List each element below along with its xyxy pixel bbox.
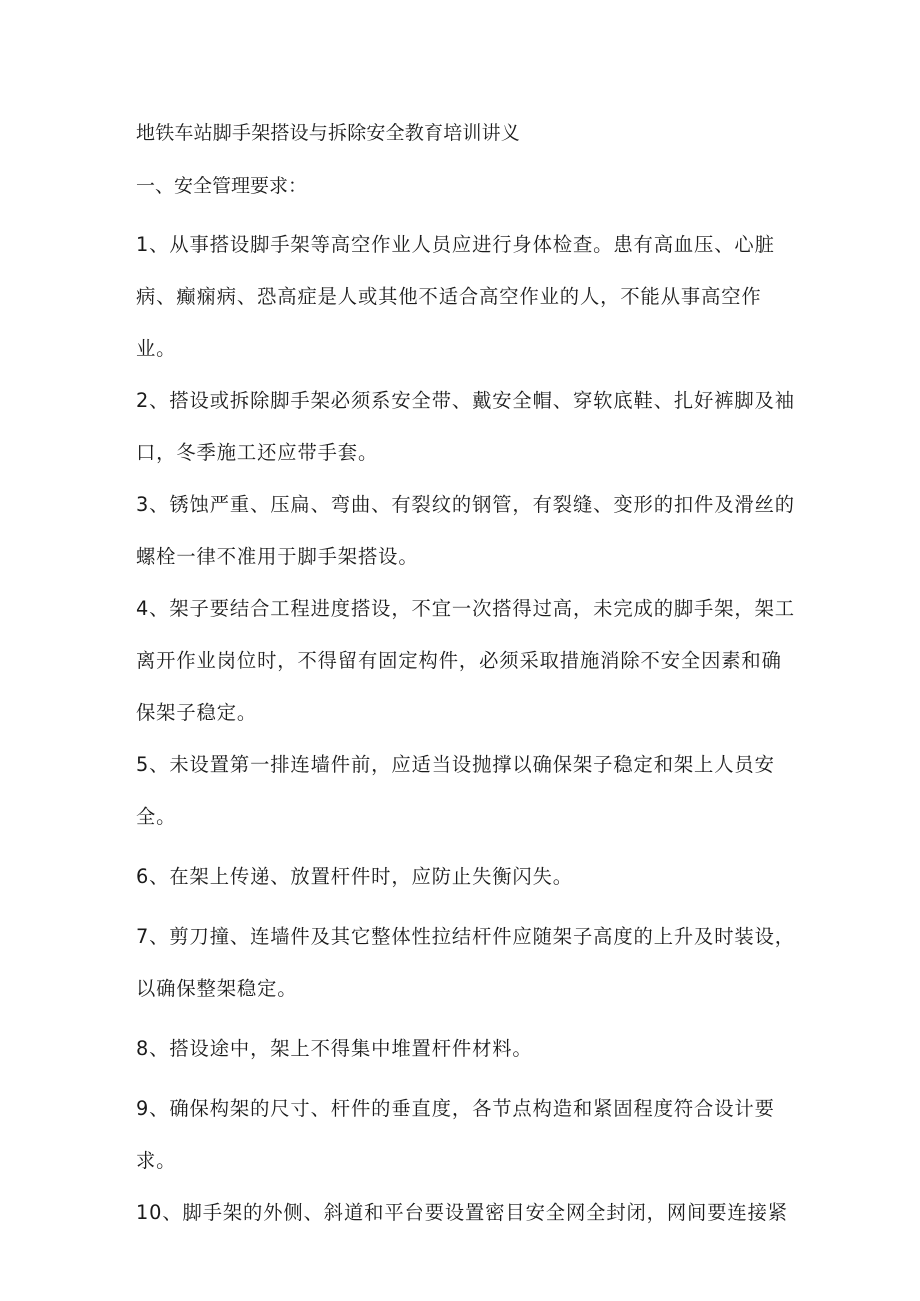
list-item: 5、未设置第一排连墙件前，应适当设抛撑以确保架子稳定和架上人员安全。	[136, 753, 775, 828]
list-item: 8、搭设途中，架上不得集中堆置杆件材料。	[136, 1037, 533, 1060]
list-item: 9、确保构架的尺寸、杆件的垂直度，各节点构造和紧固程度符合设计要求。	[136, 1097, 775, 1172]
list-item: 1、从事搭设脚手架等高空作业人员应进行身体检查。患有高血压、心脏病、癫痫病、恐高症是人或其他不适合高空作业的人，不能从事高空作业。	[136, 233, 775, 360]
list-item: 2、搭设或拆除脚手架必须系安全带、戴安全帽、穿软底鞋、扎好裤脚及袖口，冬季施工还应带手套。	[136, 389, 795, 464]
list-item: 10、脚手架的外侧、斜道和平台要设置密目安全网全封闭，网间要连接紧	[136, 1201, 788, 1224]
list-item: 4、架子要结合工程进度搭设，不宜一次搭得过高，未完成的脚手架，架工离开作业岗位时，不得留有固定构件，必须采取措施消除不安全因素和确保架子稳定。	[136, 597, 795, 724]
list-item: 3、锈蚀严重、压扁、弯曲、有裂纹的钢管，有裂缝、变形的扣件及滑丝的螺栓一律不准用于脚手架搭设。	[136, 493, 795, 568]
document-body	[136, 114, 796, 1239]
list-item: 6、在架上传递、放置杆件时，应防止失衡闪失。	[136, 865, 573, 888]
document-title: 地铁车站脚手架搭设与拆除安全教育培训讲义	[136, 122, 521, 144]
section-heading: 一、安全管理要求：	[136, 175, 308, 197]
list-item: 7、剪刀撞、连墙件及其它整体性拉结杆件应随架子高度的上升及时装设，以确保整架稳定。	[136, 925, 795, 1000]
